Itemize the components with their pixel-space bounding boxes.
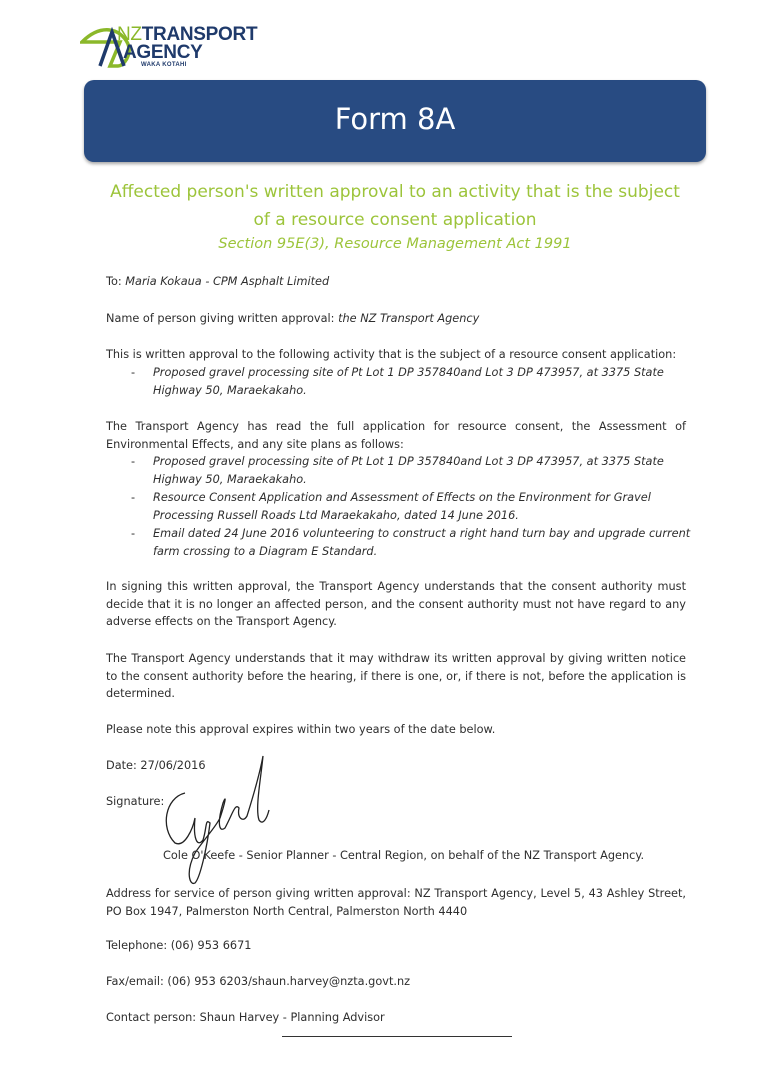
signatory-line: Cole O'Keefe - Senior Planner - Central Region, on behalf of the NZ Transport Agency. [163,849,645,862]
footer-rule [282,1036,512,1037]
contact-person-line: Contact person: Shaun Harvey - Planning Advisor [106,1011,385,1024]
bullet-dash: - [131,491,136,504]
to-value: Maria Kokaua - CPM Asphalt Limited [125,275,330,288]
bullet-dash: - [131,527,136,540]
activity-intro: This is written approval to the following activity that is the subject of a resource consent application: [106,348,677,361]
to-label: To: [106,275,122,288]
logo-nz: NZ [117,24,142,45]
logo-agency: AGENCY [123,42,203,63]
subtitle-act-reference: Section 95E(3), Resource Management Act 1991 [218,236,572,252]
form-title: Form 8A [334,102,456,136]
read-item: Proposed gravel processing site of Pt Lot 1 DP 357840and Lot 3 DP 473957, at 3375 State Highway 50, Maraekakaho. [153,455,664,486]
bullet-dash: - [131,455,136,468]
activity-item: Proposed gravel processing site of Pt Lot 1 DP 357840and Lot 3 DP 473957, at 3375 State Highway 50, Maraekakaho. [153,366,664,397]
signing-paragraph: In signing this written approval, the Transport Agency understands that the consent authority must decide that it is no longer an affected person, and the consent authority must not have regard to any adverse effects on the Transport Agency. [106,580,686,628]
form-title-banner [84,80,706,162]
telephone-line: Telephone: (06) 953 6671 [106,939,252,952]
name-value: the NZ Transport Agency [338,312,480,325]
subtitle-line-1: Affected person's written approval to an activity that is the subject [110,182,680,202]
fax-email-line: Fax/email: (06) 953 6203/shaun.harvey@nzta.govt.nz [106,975,411,988]
bullet-dash: - [131,366,136,379]
withdraw-paragraph: The Transport Agency understands that it may withdraw its written approval by giving written notice to the consent authority before the hearing, if there is one, or, if there is not, before the application is determined. [106,652,686,700]
logo-subtitle: WAKA KOTAHI [141,62,187,68]
handwritten-signature [155,748,285,888]
read-intro: The Transport Agency has read the full application for resource consent, the Assessment of Environmental Effects, and any site plans as follows: [106,420,686,451]
name-label: Name of person giving written approval: [106,312,335,325]
date-line: Date: 27/06/2016 [106,759,206,772]
subtitle-line-2: of a resource consent application [253,210,537,230]
read-item: Email dated 24 June 2016 volunteering to construct a right hand turn bay and upgrade current farm crossing to a Diagram E Standard. [153,527,691,558]
read-item: Resource Consent Application and Assessment of Effects on the Environment for Gravel Processing Russell Roads Ltd Maraekakaho, dated 14 June 2016. [153,491,651,522]
expiry-note: Please note this approval expires within two years of the date below. [106,723,496,736]
signature-label: Signature: [106,795,165,808]
logo-wordmark [117,25,257,69]
name-line [106,310,479,328]
address-for-service: Address for service of person giving written approval: NZ Transport Agency, Level 5, 43 Ashley Street, PO Box 1947, Palmerston North Central, Palmerston North 4440 [106,887,686,918]
logo-transport: TRANSPORT [141,24,258,45]
to-line [106,273,329,291]
